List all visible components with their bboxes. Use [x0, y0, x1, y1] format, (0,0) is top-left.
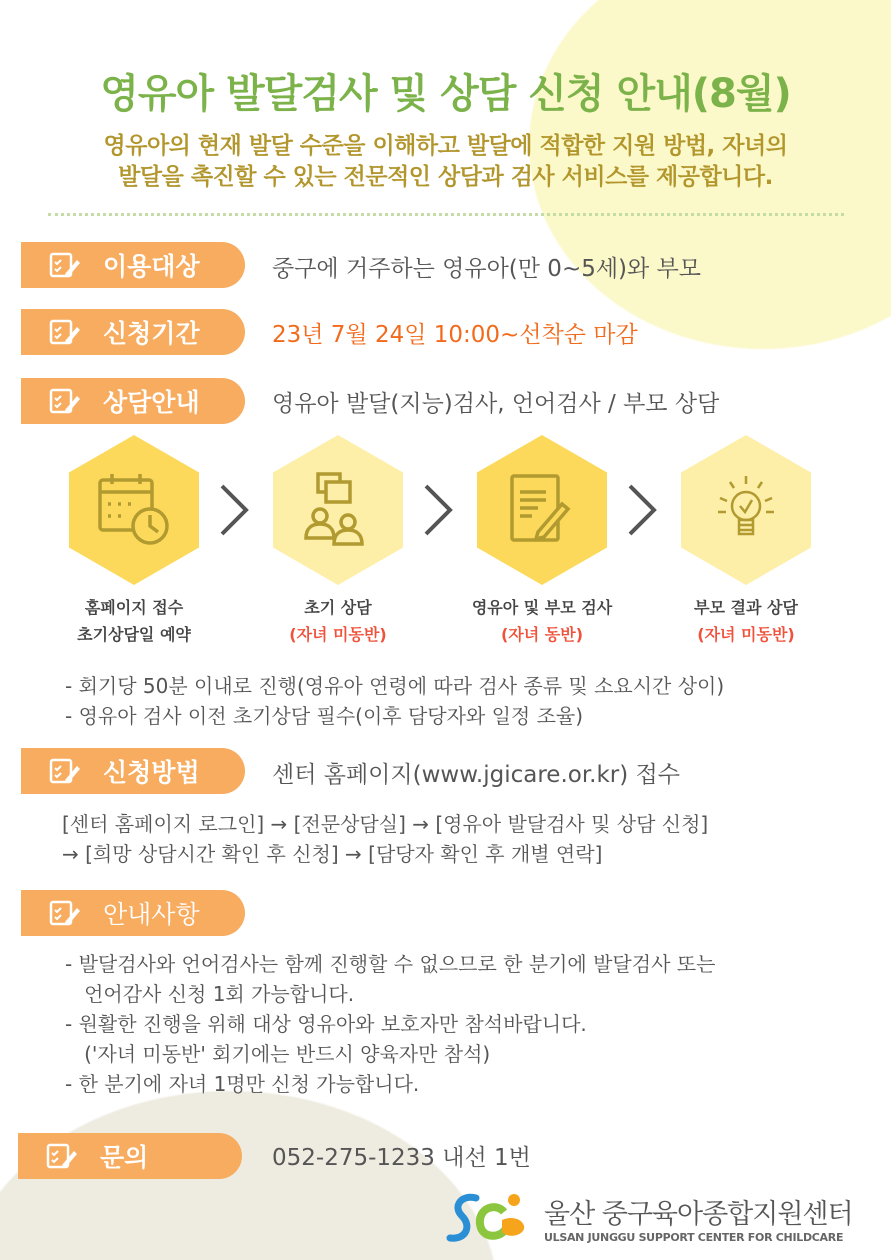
subtitle-line: 발달을 촉진할 수 있는 전문적인 상담과 검사 서비스를 제공합니다.: [118, 164, 773, 190]
lightbulb-check-icon: [706, 470, 786, 550]
step-caption: 홈페이지 접수 초기상담일 예약: [77, 598, 191, 644]
section-label-notice: [21, 890, 245, 936]
checklist-pen-icon: [49, 386, 81, 416]
divider: [48, 213, 844, 216]
section-label-text: 신청기간: [103, 319, 200, 348]
notice-item: - 한 분기에 자녀 1명만 신청 가능합니다.: [65, 1072, 420, 1096]
section-label-text: 문의: [100, 1143, 149, 1172]
subtitle-line: 영유아의 현재 발달 수준을 이해하고 발달에 적합한 지원 방법, 자녀의: [103, 133, 788, 159]
step-caption: 초기 상담 (자녀 미동반): [289, 598, 387, 644]
checklist-pen-icon: [46, 1141, 78, 1171]
checklist-pen-icon: [49, 250, 81, 280]
checklist-pen-icon: [49, 898, 81, 928]
checklist-pen-icon: [49, 317, 81, 347]
section-label-target: [21, 242, 245, 288]
target-value: 중구에 거주하는 영유아(만 0~5세)와 부모: [272, 256, 701, 282]
chevron-right-icon: [422, 482, 454, 538]
chat-people-icon: [298, 470, 378, 550]
section-label-text: 안내사항: [103, 900, 200, 929]
notice-item: 언어감사 신청 1회 가능합니다.: [65, 982, 355, 1006]
section-label-guide: [21, 378, 245, 424]
section-label-contact: [18, 1133, 242, 1179]
chevron-right-icon: [626, 482, 658, 538]
guide-value: 영유아 발달(지능)검사, 언어검사 / 부모 상담: [272, 391, 720, 417]
document-pencil-icon: [502, 470, 582, 550]
chevron-right-icon: [218, 482, 250, 538]
page-title: 영유아 발달검사 및 상담 신청 안내(8월): [100, 71, 791, 117]
method-step: → [희망 상담시간 확인 후 신청] → [담당자 확인 후 개별 연락]: [62, 842, 603, 866]
section-label-text: 이용대상: [103, 252, 200, 281]
notice-item: - 발달검사와 언어검사는 함께 진행할 수 없으므로 한 분기에 발달검사 또는: [65, 952, 716, 976]
section-label-method: [21, 748, 245, 794]
section-label-text: 상담안내: [103, 388, 200, 417]
calendar-clock-icon: [94, 470, 174, 550]
section-label-period: [21, 309, 245, 355]
method-step: [센터 홈페이지 로그인] → [전문상담실] → [영유아 발달검사 및 상담 신청]: [62, 812, 709, 836]
section-label-text: 신청방법: [103, 758, 200, 787]
guide-note: - 회기당 50분 이내로 진행(영유아 연령에 따라 검사 종류 및 소요시간 상이): [65, 674, 725, 698]
period-value: 23년 7월 24일 10:00~선착순 마감: [272, 322, 638, 348]
method-value: 센터 홈페이지(www.jgicare.or.kr) 접수: [272, 762, 680, 788]
contact-value: 052-275-1233 내선 1번: [272, 1145, 531, 1171]
logo-name: 울산 중구육아종합지원센터: [544, 1199, 853, 1230]
logo-english: ULSAN JUNGGU SUPPORT CENTER FOR CHILDCARE: [544, 1231, 844, 1244]
step-caption: 영유아 및 부모 검사 (자녀 동반): [471, 598, 613, 644]
guide-note: - 영유아 검사 이전 초기상담 필수(이후 담당자와 일정 조율): [65, 704, 584, 728]
step-caption: 부모 결과 상담 (자녀 미동반): [694, 598, 798, 644]
center-logo: [446, 1190, 876, 1246]
checklist-pen-icon: [49, 756, 81, 786]
logo-mark-icon: [446, 1190, 530, 1246]
notice-item: - 원활한 진행을 위해 대상 영유아와 보호자만 참석바랍니다.: [65, 1012, 587, 1036]
notice-item: ('자녀 미동반' 회기에는 반드시 양육자만 참석): [65, 1042, 491, 1066]
